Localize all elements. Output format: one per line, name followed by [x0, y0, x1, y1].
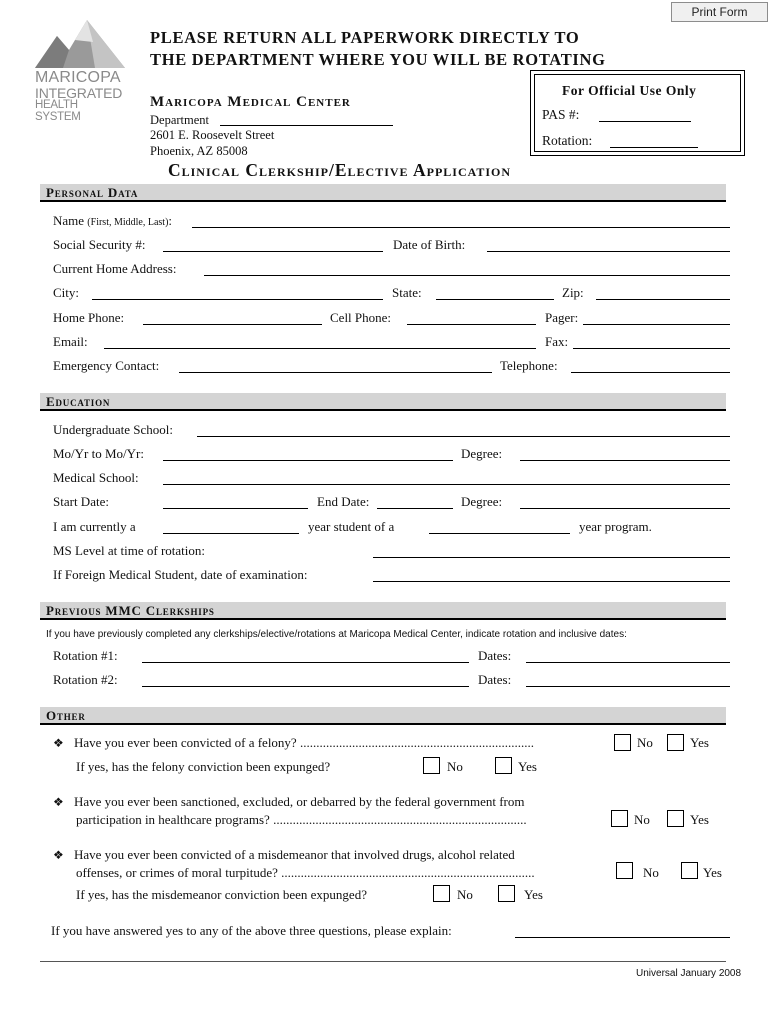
logo-text-line1: MARICOPA — [35, 69, 121, 86]
city-label: City: — [53, 285, 80, 300]
maricopa-logo — [35, 18, 125, 123]
home-phone-field[interactable] — [143, 324, 322, 325]
previous-clerkships-note: If you have previously completed any clerkships/elective/rotations at Maricopa Medical Center, indicate rotation and inclusive dates: — [46, 629, 627, 640]
end-date-field[interactable] — [377, 508, 453, 509]
current-year-field[interactable] — [163, 533, 299, 534]
state-field[interactable] — [436, 299, 554, 300]
section-other — [40, 707, 726, 725]
explain-label: If you have answered yes to any of the above three questions, please explain: — [51, 923, 452, 938]
zip-label: Zip: — [562, 285, 584, 300]
medical-degree-field[interactable] — [520, 508, 730, 509]
dates2-field[interactable] — [526, 686, 730, 687]
section-other-title: Other — [46, 708, 86, 723]
end-date-label: End Date: — [317, 494, 370, 509]
undergrad-degree-field[interactable] — [520, 460, 730, 461]
medical-school-field[interactable] — [163, 484, 730, 485]
moyr-field[interactable] — [163, 460, 453, 461]
foreign-exam-field[interactable] — [373, 581, 730, 582]
misdemeanor-question-line2: offenses, or crimes of moral turpitude? .............................................................................. — [76, 865, 535, 880]
pas-label: PAS #: — [542, 107, 580, 122]
section-personal-data-title: Personal Data — [46, 185, 139, 200]
pager-label: Pager: — [545, 310, 579, 325]
name-label-text: Name — [53, 213, 88, 228]
logo-text-line3: HEALTH SYSTEM — [35, 99, 81, 123]
rotation2-label: Rotation #2: — [53, 672, 118, 687]
sanction-no-label: No — [634, 812, 650, 827]
felony-expunged-yes-checkbox[interactable] — [495, 757, 512, 774]
dob-label: Date of Birth: — [393, 237, 466, 252]
misdemeanor-question-line1: Have you ever been convicted of a misdemeanor that involved drugs, alcohol related — [74, 847, 515, 862]
felony-expunged-no-checkbox[interactable] — [423, 757, 440, 774]
hospital-name: Maricopa Medical Center — [150, 94, 351, 110]
dates1-field[interactable] — [526, 662, 730, 663]
section-previous-clerkships-title: Previous MMC Clerkships — [46, 603, 215, 618]
telephone-field[interactable] — [571, 372, 730, 373]
year-student-label: year student of a — [308, 519, 395, 534]
footer-divider — [40, 961, 726, 962]
rotation1-field[interactable] — [142, 662, 469, 663]
felony-expunged-yes-label: Yes — [518, 759, 537, 774]
year-program-label: year program. — [579, 519, 652, 534]
program-length-field[interactable] — [429, 533, 570, 534]
sanction-yes-checkbox[interactable] — [667, 810, 684, 827]
currently-label: I am currently a — [53, 519, 136, 534]
home-address-label: Current Home Address: — [53, 261, 177, 276]
misdemeanor-expunged-yes-checkbox[interactable] — [498, 885, 515, 902]
misdemeanor-expunged-question: If yes, has the misdemeanor conviction been expunged? — [76, 887, 367, 902]
start-date-label: Start Date: — [53, 494, 109, 509]
medical-school-label: Medical School: — [53, 470, 139, 485]
section-education-title: Education — [46, 394, 111, 409]
telephone-label: Telephone: — [500, 358, 558, 373]
state-label: State: — [392, 285, 422, 300]
diamond-bullet-icon: ❖ — [53, 795, 64, 809]
logo-text-line2: INTEGRATED — [35, 85, 123, 101]
home-phone-label: Home Phone: — [53, 310, 125, 325]
section-education — [40, 393, 726, 411]
cell-phone-field[interactable] — [407, 324, 536, 325]
diamond-bullet-icon: ❖ — [53, 848, 64, 862]
misdemeanor-expunged-no-checkbox[interactable] — [433, 885, 450, 902]
ms-level-field[interactable] — [373, 557, 730, 558]
emergency-contact-label: Emergency Contact: — [53, 358, 160, 373]
misdemeanor-expunged-yes-label: Yes — [524, 887, 543, 902]
name-hint: (First, Middle, Last) — [87, 217, 169, 228]
official-use-title: For Official Use Only — [562, 83, 697, 98]
undergrad-degree-label: Degree: — [461, 446, 503, 461]
sanction-no-checkbox[interactable] — [611, 810, 628, 827]
department-field[interactable] — [220, 125, 393, 126]
explain-field[interactable] — [515, 937, 730, 938]
department-label: Department — [150, 113, 210, 127]
misdemeanor-no-label: No — [643, 865, 659, 880]
felony-yes-checkbox[interactable] — [667, 734, 684, 751]
misdemeanor-yes-label: Yes — [703, 865, 722, 880]
sanction-question-line2: participation in healthcare programs? .............................................................................. — [76, 812, 527, 827]
official-rotation-field[interactable] — [610, 147, 698, 148]
felony-expunged-no-label: No — [447, 759, 463, 774]
emergency-contact-field[interactable] — [179, 372, 492, 373]
undergrad-school-label: Undergraduate School: — [53, 422, 173, 437]
section-previous-clerkships — [40, 602, 726, 620]
dates1-label: Dates: — [478, 648, 512, 663]
official-use-box — [530, 70, 745, 156]
footer-version: Universal January 2008 — [636, 968, 742, 979]
foreign-exam-label: If Foreign Medical Student, date of examination: — [53, 567, 308, 582]
start-date-field[interactable] — [163, 508, 308, 509]
rotation1-label: Rotation #1: — [53, 648, 118, 663]
zip-field[interactable] — [596, 299, 730, 300]
form-title: Clinical Clerkship/Elective Application — [168, 160, 512, 180]
name-field[interactable] — [192, 227, 730, 228]
dates2-label: Dates: — [478, 672, 512, 687]
ms-level-label: MS Level at time of rotation: — [53, 543, 205, 558]
felony-expunged-question: If yes, has the felony conviction been expunged? — [76, 759, 331, 774]
misdemeanor-yes-checkbox[interactable] — [681, 862, 698, 879]
sanction-yes-label: Yes — [690, 812, 709, 827]
moyr-label: Mo/Yr to Mo/Yr: — [53, 446, 144, 461]
street-address: 2601 E. Roosevelt Street — [150, 128, 275, 142]
sanction-question-line1: Have you ever been sanctioned, excluded, or debarred by the federal government from — [74, 794, 525, 809]
print-form-button[interactable]: Print Form — [671, 2, 768, 22]
medical-degree-label: Degree: — [461, 494, 503, 509]
undergrad-school-field[interactable] — [197, 436, 730, 437]
email-label: Email: — [53, 334, 88, 349]
misdemeanor-no-checkbox[interactable] — [616, 862, 633, 879]
fax-field[interactable] — [573, 348, 730, 349]
cell-phone-label: Cell Phone: — [330, 310, 392, 325]
fax-label: Fax: — [545, 334, 569, 349]
felony-no-label: No — [637, 735, 653, 750]
return-notice-line1: PLEASE RETURN ALL PAPERWORK DIRECTLY TO — [150, 28, 580, 47]
felony-question: Have you ever been convicted of a felony? ........................................................................ — [74, 735, 534, 750]
diamond-bullet-icon: ❖ — [53, 736, 64, 750]
ssn-label: Social Security #: — [53, 237, 146, 252]
rotation-label: Rotation: — [542, 133, 593, 148]
dob-field[interactable] — [487, 251, 730, 252]
felony-yes-label: Yes — [690, 735, 709, 750]
name-colon: : — [168, 213, 173, 228]
section-personal-data — [40, 184, 726, 202]
rotation2-field[interactable] — [142, 686, 469, 687]
misdemeanor-expunged-no-label: No — [457, 887, 473, 902]
felony-no-checkbox[interactable] — [614, 734, 631, 751]
return-notice-line2: THE DEPARTMENT WHERE YOU WILL BE ROTATING — [150, 50, 606, 69]
home-address-field[interactable] — [204, 275, 730, 276]
city-field[interactable] — [92, 299, 383, 300]
ssn-field[interactable] — [163, 251, 383, 252]
pas-field[interactable] — [599, 121, 691, 122]
city-address: Phoenix, AZ 85008 — [150, 144, 248, 158]
name-label — [53, 213, 172, 229]
email-field[interactable] — [104, 348, 536, 349]
pager-field[interactable] — [583, 324, 730, 325]
logo-mountain-icon — [35, 18, 125, 70]
